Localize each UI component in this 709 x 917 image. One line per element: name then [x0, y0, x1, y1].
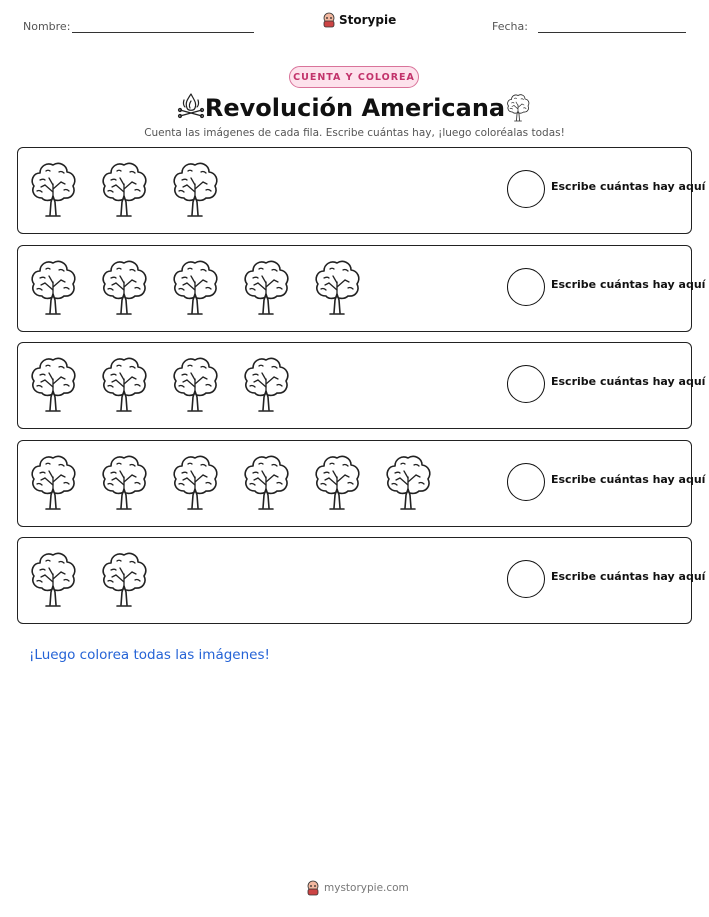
answer-circle[interactable]	[507, 268, 545, 306]
row-pictures	[28, 158, 241, 218]
brand-name: Storypie	[339, 13, 397, 27]
tree-icon	[170, 158, 220, 218]
counting-row	[17, 440, 706, 527]
tree-icon	[28, 451, 78, 511]
name-line[interactable]	[72, 32, 254, 33]
tree-icon	[28, 548, 78, 608]
tree-icon	[383, 451, 433, 511]
row-pictures	[28, 353, 312, 413]
storypie-mascot-icon	[306, 880, 320, 896]
tree-icon	[170, 353, 220, 413]
name-label: Nombre:	[23, 20, 71, 33]
tree-icon	[99, 158, 149, 218]
tree-icon	[28, 256, 78, 316]
activity-badge: CUENTA Y COLOREA	[289, 66, 419, 88]
tree-icon	[505, 92, 531, 122]
tree-icon	[99, 256, 149, 316]
tree-icon	[312, 451, 362, 511]
tree-icon	[99, 548, 149, 608]
answer-label: Escribe cuántas hay aquí	[551, 472, 706, 486]
page-title: Revolución Americana	[204, 94, 506, 122]
storypie-mascot-icon	[322, 12, 336, 28]
counting-row	[17, 245, 706, 332]
answer-circle[interactable]	[507, 365, 545, 403]
brand-logo	[322, 12, 396, 28]
tree-icon	[241, 256, 291, 316]
row-pictures	[28, 548, 170, 608]
counting-row	[17, 537, 706, 624]
tree-icon	[28, 353, 78, 413]
date-label: Fecha:	[492, 20, 528, 33]
answer-circle[interactable]	[507, 463, 545, 501]
tree-icon	[241, 451, 291, 511]
answer-label: Escribe cuántas hay aquí	[551, 277, 706, 291]
row-pictures	[28, 451, 454, 511]
answer-label: Escribe cuántas hay aquí	[551, 375, 706, 388]
tree-icon	[241, 353, 291, 413]
counting-row	[17, 342, 706, 429]
tree-icon	[99, 353, 149, 413]
date-line[interactable]	[538, 32, 686, 33]
site-footer	[306, 880, 409, 896]
footer-url[interactable]: mystorypie.com	[324, 882, 409, 894]
answer-label: Escribe cuántas hay aquí	[551, 180, 706, 193]
counting-row	[17, 147, 706, 234]
tree-icon	[28, 158, 78, 218]
tree-icon	[312, 256, 362, 316]
answer-circle[interactable]	[507, 170, 545, 208]
tree-icon	[170, 256, 220, 316]
worksheet-header	[0, 0, 709, 50]
tree-icon	[170, 451, 220, 511]
footer-note: ¡Luego colorea todas las imágenes!	[29, 647, 270, 663]
answer-circle[interactable]	[507, 560, 545, 598]
tree-icon	[99, 451, 149, 511]
row-pictures	[28, 256, 383, 316]
instructions: Cuenta las imágenes de cada fila. Escribe cuántas hay, ¡luego coloréalas todas!	[144, 127, 565, 139]
answer-label: Escribe cuántas hay aquí	[551, 570, 706, 583]
